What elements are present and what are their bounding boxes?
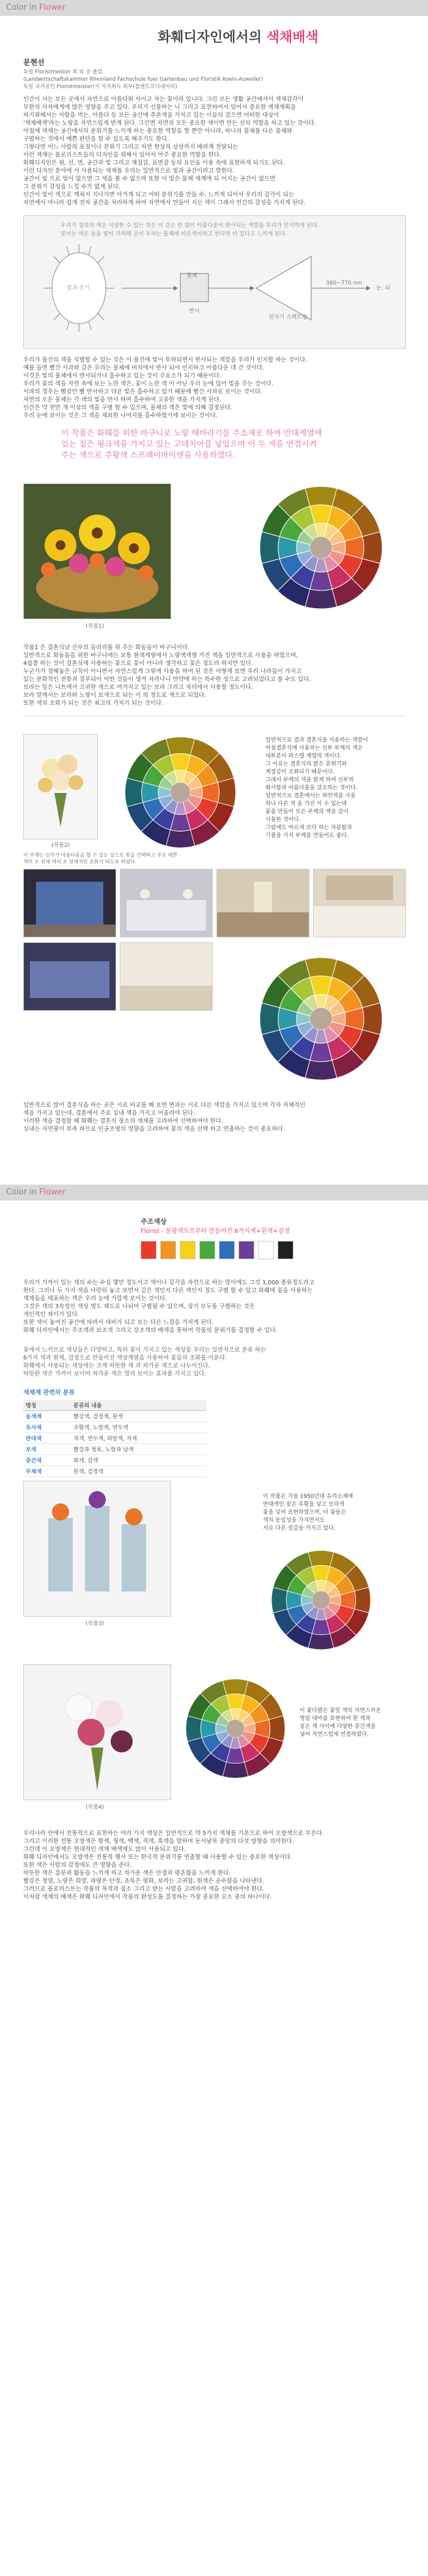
wheel-segment bbox=[305, 958, 337, 977]
article-title: 화훼디자인에서의 색채배색 bbox=[158, 30, 319, 45]
photo-3-caption: (작품3) bbox=[86, 1621, 105, 1627]
photo-wedding-hall-6 bbox=[120, 942, 213, 1011]
author-meta-3: 독일 국가공인 Floristmeister(서 자격취득 외부(플랜트코디네이터) bbox=[23, 84, 177, 90]
prism-icon bbox=[256, 256, 311, 320]
photo-work-3 bbox=[23, 1481, 171, 1617]
color-classification-table bbox=[23, 1400, 207, 1477]
wheel-segment bbox=[308, 1550, 334, 1566]
photo-wedding-hall-1 bbox=[23, 869, 116, 937]
body-paragraph-2: 우리가 물건의 색을 식별할 수 있는 것은 이 물건에 빛이 투하되면서 반사되는 색깔을 우리가 인지할 하는 것이다. 예를 들면 빨간 사과와 같은 우리는 물체에 비치에서 반사 되어 인지하고 아름다운 데 간 것이다. 이것은 빛의 물체에서 반사되거나 흡수하고 있는 것이 주요소가 되기 때문이다. 우리가 꽃의 색을 자연 속에 보는 노란 색은, 꽃이 노란 색 이 아닌 우리 눈에 있어 빛을 주는 것이다. 사과의 경우는 빨강만 빨 반사하고 다른 빛은 흡수하고 있기 때문에 빨간 사과로 보이는 것이다. 자연의 모든 물체는 각 색의 빛을 반사 하며 흡수하여 고유한 색을 가지게 된다. 인간은 약 천만 개 이상의 색을 구별 할 수 있으며, 물체의 색은 빛에 의해 결정된다. 우리 눈에 보이는 것은 그 색을 제외한 나머지를 흡수하였기에 보이는 것이다. bbox=[23, 357, 308, 419]
photo-3-side-text: 이 작품은 가을 1950년대 유리소재에 반대색인 짙은 주황을 넣고 보라색 꽃을 넣어 표현하였으며, 이 꽃들은 색의 동일성을 가지면서도 서로 다른 질감을 가지고 있다. bbox=[263, 1494, 353, 1532]
photo-work-2 bbox=[23, 734, 98, 839]
wheel-center bbox=[310, 537, 332, 559]
table-header-row bbox=[23, 1400, 207, 1411]
wheel-segment bbox=[308, 1634, 334, 1650]
palette-swatch bbox=[141, 1241, 157, 1259]
photo-work-4 bbox=[23, 1664, 171, 1800]
arrow-label: 반사 bbox=[189, 308, 200, 315]
section-2-body-2: 우리나라 안에서 전통적으로 표현하는 여러 가지 색상은 일반적으로 약 5가지 색채를 기본으로 하여 오방색으로 부른다. 그리고 이러한 전통 오방색은 황색, 청색, 백색, 적색, 흑색을 말하며 동서남북 중앙의 다섯 방향을 의미한다. 그런데 이 오방색은 현대적인 색채 배색에도 많이 사용되고 있다. 화훼 디자인에서도 오방색은 전통적 행사 또는 한국적 분위기를 연출할 때 사용할 수 있는 중요한 색상이다. 또한 색은 사람의 감정에도 큰 영향을 준다. 따뜻한 색은 흥분과 활동을 느끼게 하고 차가운 색은 안정과 평온함을 느끼게 한다. 빨강은 정열, 노랑은 희망, 파랑은 안정, 초록은 평화, 보라는 고귀함, 흰색은 순수함을 나타낸다. 그러므로 플로리스트는 작품의 목적과 장소 그리고 받는 사람을 고려하여 색을 선택하여야 한다. 이처럼 색채의 배색은 화훼 디자인에서 작품의 완성도를 결정하는 가장 중요한 요소 중의 하나이다. bbox=[23, 1830, 324, 1900]
wheel-segment bbox=[260, 532, 279, 564]
spectrum-label: 전자기 스펙트럼 bbox=[268, 315, 308, 321]
palette-swatch bbox=[238, 1241, 254, 1259]
photo-2-caption: (작품2) bbox=[51, 843, 70, 849]
prism-label: 380~770 nm bbox=[326, 280, 363, 286]
color-wheel-4 bbox=[269, 1548, 373, 1652]
color-wheel-4-svg bbox=[269, 1548, 373, 1652]
wheel-center bbox=[226, 1719, 244, 1737]
palette-subtitle: Florist - 분광색으로부터 만들어진 6가지색+흰색+검정 bbox=[141, 1228, 290, 1235]
author-meta-2: (Landwirtschaftskammer Rheinland Fachschule fuer Gartenbau und Floristik Koeln-Auweiler) bbox=[23, 76, 264, 83]
photo-wedding-hall-2 bbox=[120, 869, 213, 937]
color-wheel-1 bbox=[257, 483, 385, 612]
wheel-segment bbox=[305, 589, 337, 609]
wheel-segment bbox=[363, 1003, 382, 1035]
section-2-header-band bbox=[0, 1185, 428, 1201]
wheel-segment bbox=[223, 1762, 248, 1778]
wheel-segment bbox=[166, 830, 195, 847]
wheel-segment bbox=[271, 1587, 287, 1613]
table-row: 중간색 회색, 갈색 bbox=[23, 1455, 207, 1466]
bouquet-illustration bbox=[24, 735, 97, 839]
palette-swatch bbox=[278, 1241, 293, 1259]
photo-2-note: 이 부케는 신부가 아름다움을 할 수 있는 상으로 꽃을 선택하고 주로 예쁜 색의 조 전체 색의 조 전체적인 조화가 되도록 하였다. bbox=[23, 852, 178, 865]
body-paragraph-3: 작품1 은 결혼식날 신부의 들러리를 위 주는 화동들이 바구니이다. 일반적으로 화동들을 위한 바구니에는 보통 흰색계열에서 노랑색계열 가진 색을 일반적으로 사용을 하였으며, 4월쯤 하는 것이 결혼식에 사용하는 꽃으로 꽃이 아니라 생각하고 꽃은 정도라 하지만 있다. 누군가가 정해놓은 규칙이 아니면서 자연스럽게 그렇게 사용을 하여 된 것은 어떻게 보면 우리 나라들이 가지고 있는 문화적인 전통과 결부되어 어떤 것들이 생겨 자라나니 만약에 하는 특수한 상으로 고려되었다고 볼 수도 있다. 보라는 잎은 니트에서 고귀한 색으로 여겨지고 있는 보라 그리고 자리에서 사용할 정도이다. 보라 말에서는 보라와 노랑이 보색으로 되는 이 의 정도로 색으로 되었다. 또한 색의 조화가 되는 것은 최고의 가치가 되는 것이다. bbox=[23, 644, 311, 707]
flower-basket-illustration bbox=[24, 484, 171, 619]
palette-swatch bbox=[180, 1241, 196, 1259]
color-wheel-2-svg bbox=[122, 734, 238, 851]
color-palette bbox=[141, 1241, 324, 1259]
diagram-text-2: 빛이는 색은 돌을 빛이 가려해 곳이 우리는 물체에 따른색이라고 한다면 더 있다고 느끼게 된다. bbox=[61, 231, 287, 237]
object-label: 물체 bbox=[186, 273, 197, 279]
vase-arrangement-illustration bbox=[24, 1481, 171, 1616]
table-row: 반대색 적색, 연두색, 파랑색, 자색 bbox=[23, 1433, 207, 1444]
photo-4-side-text: 이 꽃다발은 꽃잎 색의 자연스러운 명암 대비를 표현하여 흰 색과 짙은 색 사이에 다양한 중간색을 넣어 자연스럽게 연결하였다. bbox=[300, 1708, 382, 1738]
wheel-segment bbox=[186, 1716, 202, 1741]
color-wheel-1-svg bbox=[257, 483, 385, 612]
bouquet-2-illustration bbox=[24, 1665, 171, 1800]
section-2-label: Color in Flower bbox=[6, 1188, 66, 1197]
wheel-segment bbox=[305, 486, 337, 506]
table-row: 유사색 주황색, 노랑색, 연두색 bbox=[23, 1422, 207, 1433]
photo-wedding-hall-3 bbox=[216, 869, 309, 937]
color-wheel-5 bbox=[183, 1677, 287, 1781]
pull-quote-1: 이 작품은 화훼를 위한 바구니로 노랑 해바라기를 주소재로 하여 반대계열에 있는 짙은 핑크색을 가지고 있는 고데치아를 넣었으며 이 두 색을 연결시켜 주는 색으로 주황색 스프레이바이엔을 사용하였다. bbox=[61, 429, 322, 460]
body-paragraph-4: 일반적으로 많이 결혼식을 하는 곳은 시로 비교를 해 보면 면과는 서로 다른 색깔을 가지고 있으며 각자 자체적인 색을 가지고 있는데, 결혼에서 주로 실내 색을 가지고 어울려야 된다. 이러한 색을 결정할 때 화훼는 결혼식 장소의 색채를 고려하여 선택하여야 한다. 실내는 자연광이 부족 하므로 인공조명의 영향을 고려하여 꽃의 색을 선택 하고 연출하는 것이 중요하다. bbox=[23, 1102, 306, 1133]
color-wheel-5-svg bbox=[183, 1677, 287, 1781]
palette-swatch bbox=[258, 1241, 274, 1259]
wheel-segment bbox=[260, 1003, 279, 1035]
photo-4-caption: (작품4) bbox=[86, 1804, 105, 1811]
color-wheel-3-svg bbox=[257, 955, 385, 1083]
wheel-center bbox=[312, 1591, 330, 1609]
color-wheel-3 bbox=[257, 955, 385, 1083]
section-2-body-1: 우리가 가까이 있는 색의 수는 수십 몇만 정도이고 색이나 감각을 자연으로 하는 말이에도 그것 1,000 종류정도라고 한다. 그러나 두 가지 색을 나란히 놓고 보면서 같은 색인지 다른 색인지 정도 구별 할 수 있고 화훼에 꽃을 사용하는 색채들을 대표하는 색은 우리 눈에 가깝게 보이는 것이다. 그것은 색의 3속성인 색상 명도 채도로 나뉘어 구별될 수 있으며, 상기 모두를 구별하는 것은 개인적인 차이가 있다. 또한 색이 놓여진 공간에 따라서 대비가 되고 보는 다른 느낌을 가지게 된다. 화훼 디자인에서는 주조색과 보조색 그리고 강조색의 배색을 통하여 작품의 분위기를 결정할 수 있다. bbox=[23, 1279, 315, 1334]
palette-title: 주조색상 bbox=[141, 1218, 167, 1226]
table-row: 무채색 흰색, 검정색 bbox=[23, 1466, 207, 1477]
section-2-highlight: 꽃에서 느끼므로 색상들은 다양하고, 특히 꽃이 가지고 있는 색상을 우리는 일반적으로 분류 하는 6가지 색과 흰색, 검정으로 만들어진 색상계열을 사용하여 꽃들의 조화를 이룬다. 화훼에서 사용되는 색상에는 크게 따뜻한 색 과 차가운 색으로 나누어진다. 따뜻한 색은 가까이 보이며 차가운 색은 멀리 보이는 효과를 가지고 있다. bbox=[23, 1347, 267, 1377]
light-diagram-svg bbox=[24, 238, 405, 348]
divider bbox=[23, 716, 405, 717]
eye-label: 눈, 뇌 bbox=[376, 285, 391, 291]
light-diagram bbox=[23, 215, 406, 349]
wheel-segment bbox=[125, 778, 143, 807]
table-header: 명칭 bbox=[23, 1400, 71, 1411]
diagram-text-1: 우리가 정의의 색은 시장한 수 있는 것은 이 같은 반 빛이 아름다운이 반사되는 색깔을 우리가 인지하게 된다. bbox=[61, 223, 319, 229]
palette-swatch bbox=[199, 1241, 215, 1259]
wheel-center bbox=[171, 783, 191, 803]
table-title: 색채계 관련의 분류 bbox=[23, 1390, 75, 1396]
palette-swatch bbox=[219, 1241, 235, 1259]
wheel-segment bbox=[166, 737, 195, 755]
section-label: Color in Flower bbox=[6, 3, 66, 12]
table-row: 동색계 빨강색, 검정색, 흰색 bbox=[23, 1411, 207, 1422]
wheel-segment bbox=[218, 778, 235, 807]
wheel-segment bbox=[305, 1060, 337, 1080]
table-header: 분류의 내용 bbox=[71, 1400, 207, 1411]
photo-wedding-hall-4 bbox=[313, 869, 406, 937]
author-meta-1: 독일 Floristmeister 외 외 공 졸업 bbox=[23, 69, 103, 75]
wheel-segment bbox=[269, 1716, 285, 1741]
photo-wedding-hall-5 bbox=[23, 942, 116, 1011]
sun-label: 빛과 온기 bbox=[67, 285, 90, 291]
photo-work-1 bbox=[23, 483, 171, 619]
wheel-segment bbox=[355, 1587, 371, 1613]
wheel-segment bbox=[223, 1679, 248, 1695]
photo-1-caption: (작품1) bbox=[86, 624, 105, 630]
section-header-band bbox=[0, 0, 428, 16]
palette-swatch bbox=[160, 1241, 176, 1259]
wheel-segment bbox=[363, 532, 382, 564]
color-wheel-2 bbox=[122, 734, 238, 851]
table-row: 보색 빨강과 청록, 노랑과 남색 bbox=[23, 1444, 207, 1455]
side-text: 일반적으로 결과 결혼식을 사용하는 색깔이 아침결혼식에 사용하는 신부 부케의 색은 대부분이 파스텔 계열의 색이다. 그 이유는 결혼식의 밝은 분위기와 계절감이 조화되기 때문이다. 그래서 부케의 색을 밝게 하여 신부의 화사함과 아름다움을 강조하는 것이다. 일반적으로 결혼에서는 하얀색을 사용 하나 다른 색 을 가진 이 수 있는데 꽃을 만들어 모든 부케의 색을 같이 사용한 것이다. 그럼에도 바르게 보다 하는 차분함과 기품을 가지 부케를 만들어도 좋다. bbox=[265, 737, 368, 839]
wheel-center bbox=[310, 1008, 332, 1030]
intro-paragraph: 인간이 사는 모든 곳에서 자연으로 아름다워 사이고 자는 꽃이라 있니다. 그런 모든 생활 공간에서서 색채감각이 무한의 사자에게에 많은 영향을 주고 있다. 우리가 선물하는 니 그리고 표현하여서 있어서 중요한 색채계획을 하기위해서는 사람을 먹는, 아름다 등 모든 공간에 추론색을 가지고 있는 이들의 감으면 어떠한 대상이 '색채배색'라는 노랑을 자연스럽게 받게 된다. 그런면 자연의 모든 중요한 색이면 만든 선의 역할을 하고 있는 것이다. 아침에 색채는 공간에서의 분위기를 느끼게 하는 중요한 역할을 할 뿐만 아니라, 하나의 물체를 다른 물체와 구별하는 것에서 예쁜 판단을 할 수 있도록 해주기도 한다. 그렇다면 어느 사람의 표정이나 분위기 그리고 자연 현상의 상상까지 배려게 전달되는 이런 색채는 플로리스트들의 디자인을 위해서 있어서 아주 중요한 역할을 한다. 화훼디자인은 원, 선, 면, 공간과 빛 그리고 재질감, 표면감 등의 요인을 이용 속에 표현하게 되기도 된다. 이런 디자인 분야에 서 사용되는 색채를 우리는 일반적으로 빛과 공간이라고 말한다. 공간이 빛 으로 빛이 없으면 그 색을 볼 수 없으며 또한 이 빛은 물체 세계에 되 어지는 공간이 없으면 그 분위기 감성을 느낄 수가 없게 된다. 인간이 빛이 색으로 깨쳐서 지나가면 아가게 되고 어떠 분위기를 만들 수, 느끼게 되어서 우리의 감각이 되는 자연에서 아니라 쉽게 전자 공간을 처리하게 하여 자연에서 만들어 지는 색이 그래서 인간의 감성을 가지게 된다. bbox=[23, 96, 316, 206]
author-name: 문현선 bbox=[23, 58, 45, 67]
